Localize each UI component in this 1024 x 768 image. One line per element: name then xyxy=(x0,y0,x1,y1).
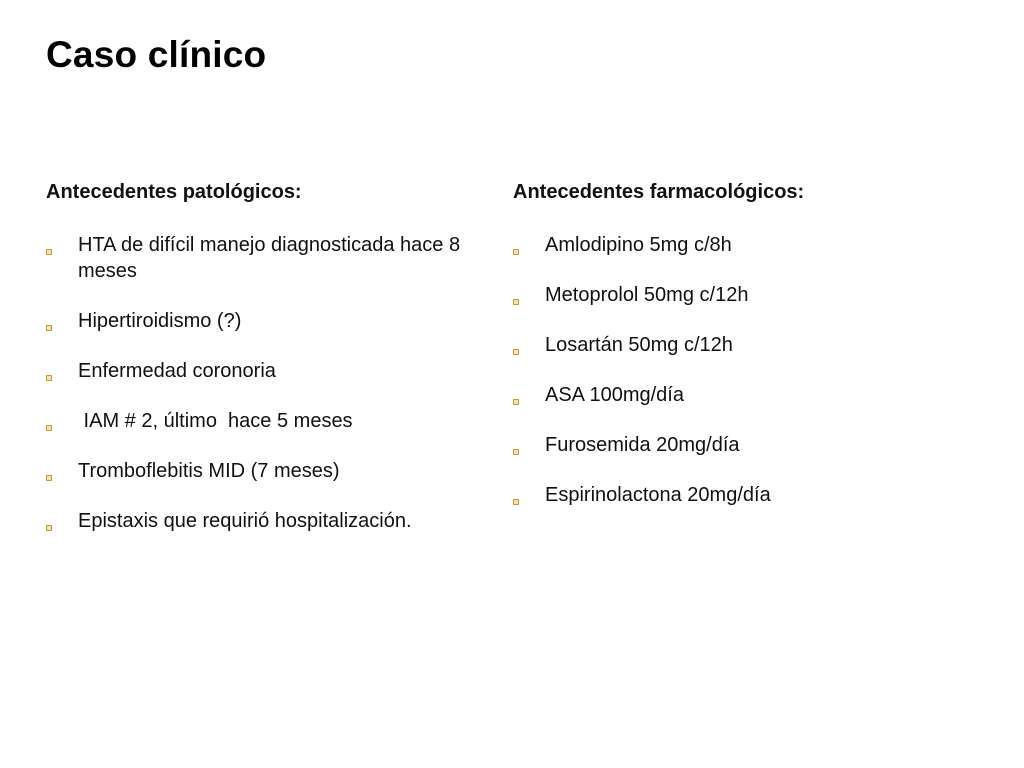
list-item xyxy=(46,458,501,484)
bullet-icon xyxy=(46,475,52,481)
list-item xyxy=(513,482,983,508)
bullet-icon xyxy=(46,325,52,331)
list-item-text: Losartán 50mg c/12h xyxy=(545,334,733,356)
bullet-icon xyxy=(513,399,519,405)
list-item xyxy=(513,432,983,458)
bullet-icon xyxy=(46,425,52,431)
bullet-icon xyxy=(46,525,52,531)
list-item xyxy=(46,358,501,384)
bullet-icon xyxy=(46,249,52,255)
list-item-text: Enfermedad coronoria xyxy=(78,360,276,382)
list-item xyxy=(46,308,501,334)
list-item xyxy=(513,332,983,358)
bullet-icon xyxy=(513,249,519,255)
list-item-text: ASA 100mg/día xyxy=(545,384,684,406)
list-item-text: IAM # 2, último hace 5 meses xyxy=(78,410,353,432)
bullet-icon xyxy=(513,499,519,505)
pharmacological-history-list xyxy=(513,232,983,508)
bullet-icon xyxy=(46,375,52,381)
list-item-text: Espirinolactona 20mg/día xyxy=(545,484,771,506)
bullet-icon xyxy=(513,299,519,305)
list-item-text: Furosemida 20mg/día xyxy=(545,434,740,456)
pathological-history-column xyxy=(46,176,501,558)
bullet-icon xyxy=(513,449,519,455)
list-item-text: Tromboflebitis MID (7 meses) xyxy=(78,460,340,482)
list-item-text: HTA de difícil manejo diagnosticada hace 8 meses xyxy=(78,234,461,282)
slide-title: Caso clínico xyxy=(46,34,267,75)
bullet-icon xyxy=(513,349,519,355)
list-item-text: Hipertiroidismo (?) xyxy=(78,310,242,332)
list-item-text: Epistaxis que requirió hospitalización. xyxy=(78,510,412,532)
pathological-history-heading: Antecedentes patológicos: xyxy=(46,181,302,203)
pharmacological-history-column xyxy=(513,176,983,532)
pharmacological-history-heading: Antecedentes farmacológicos: xyxy=(513,181,805,203)
list-item xyxy=(46,408,501,434)
pathological-history-list xyxy=(46,232,501,534)
list-item xyxy=(513,382,983,408)
list-item-text: Amlodipino 5mg c/8h xyxy=(545,234,732,256)
list-item-text: Metoprolol 50mg c/12h xyxy=(545,284,749,306)
list-item xyxy=(513,232,983,258)
list-item xyxy=(513,282,983,308)
list-item xyxy=(46,508,501,534)
list-item xyxy=(46,232,501,284)
